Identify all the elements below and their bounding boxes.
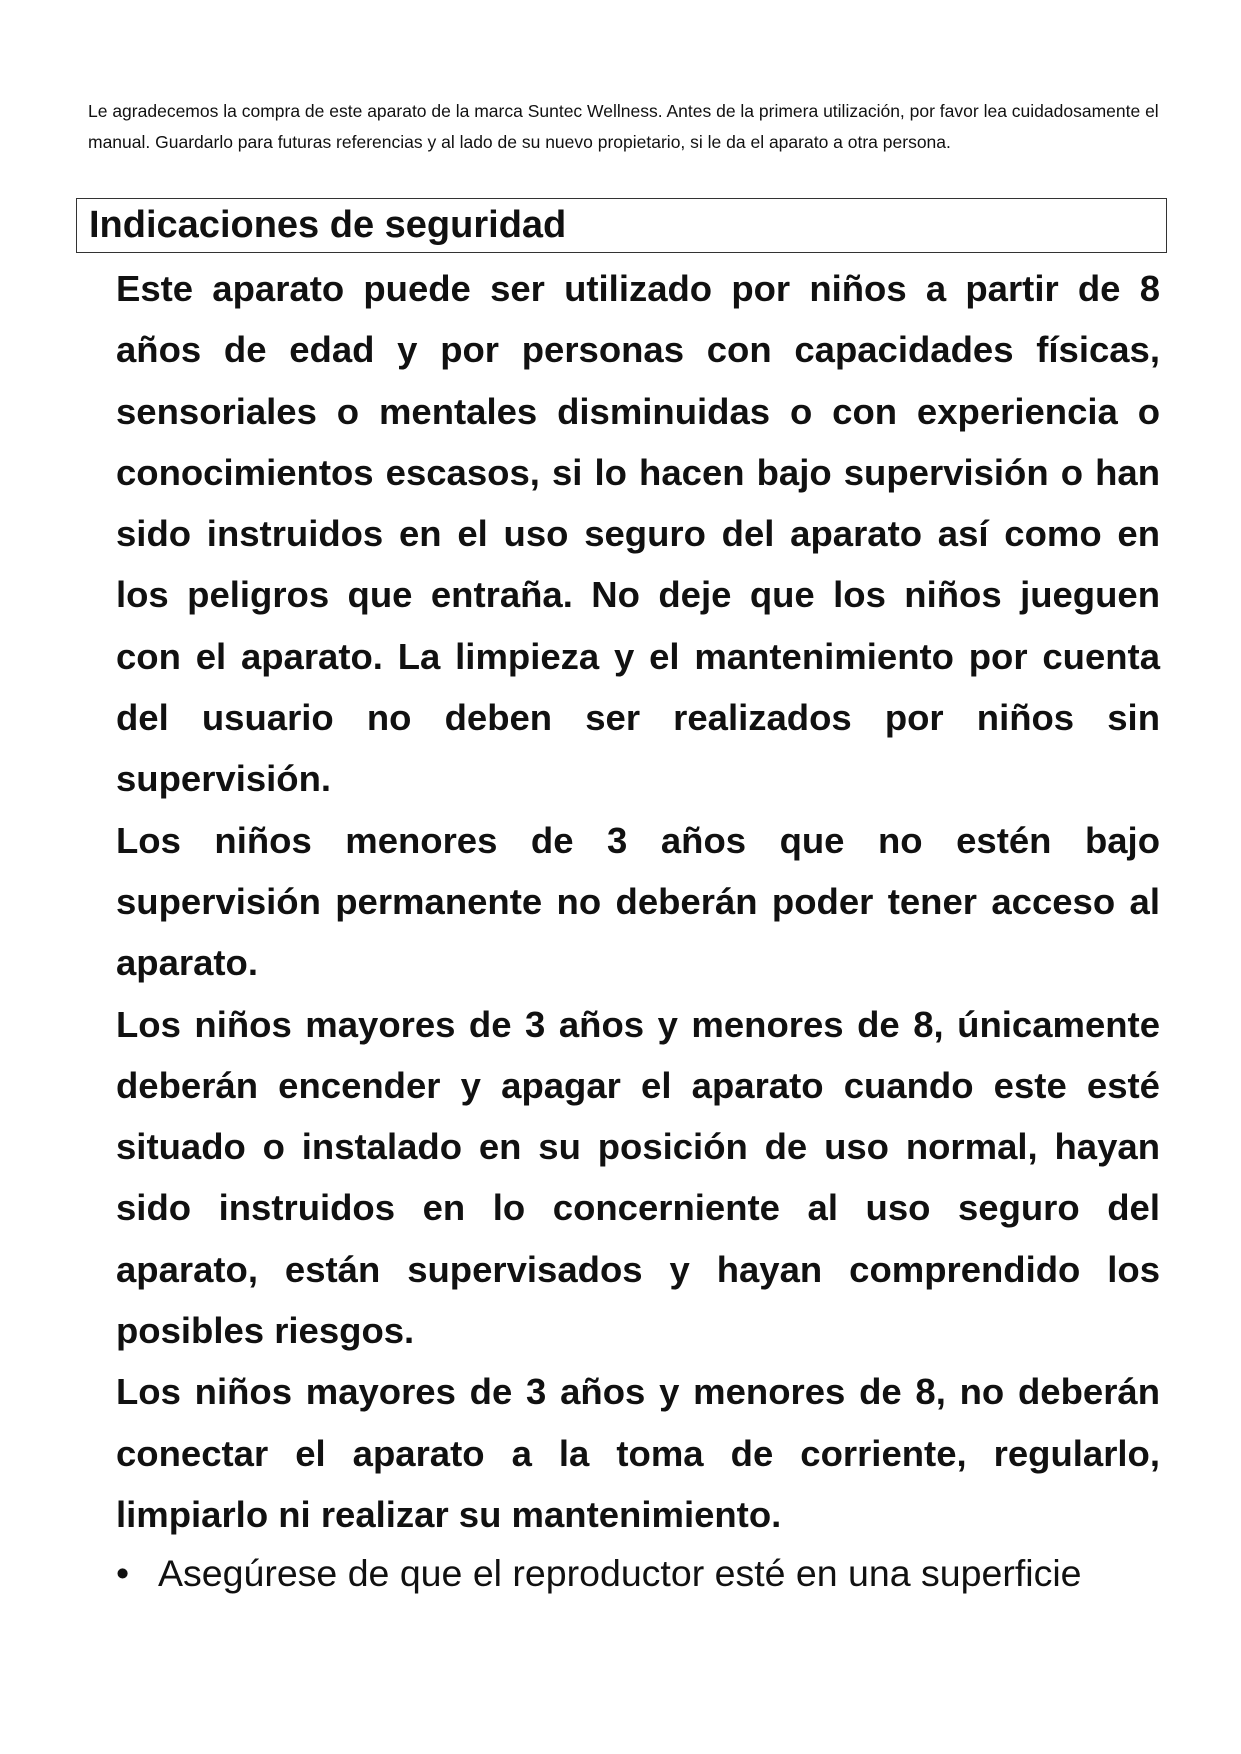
safety-paragraph-4: Los niños mayores de 3 años y menores de 8, no deberán conectar el aparato a la toma de corriente, regularlo, limpiarlo ni realizar su mantenimiento. [116,1371,1160,1535]
section-heading-box [76,198,1167,253]
bullet-item [116,1543,1176,1604]
safety-paragraph-2: Los niños menores de 3 años que no estén bajo supervisión permanente no deberán poder tener acceso al aparato. [116,819,1160,984]
safety-text-body [116,258,1160,1545]
section-heading: Indicaciones de seguridad [89,204,567,246]
safety-paragraph-3: Los niños mayores de 3 años y menores de 8, únicamente deberán encender y apagar el aparato cuando este esté situado o instalado en su posición de uso normal, hayan sido instruidos en lo concerniente al uso seguro del aparato, están supervisados y hayan comprendido los posibles riesgos. [116,1003,1160,1352]
bullet-text: Asegúrese de que el reproductor esté en una superficie [158,1552,1082,1594]
intro-paragraph: Le agradecemos la compra de este aparato de la marca Suntec Wellness. Antes de la primera utilización, por favor lea cuidadosamente el manual. Guardarlo para futuras referencias y al lado de su nuevo propietario, si le da el aparato a otra persona. [88,101,1159,152]
bullet-marker: • [116,1552,130,1594]
safety-paragraph-1: Este aparato puede ser utilizado por niños a partir de 8 años de edad y por personas con capacidades físicas, sensoriales o mentales disminuidas o con experiencia o conocimientos escasos, si lo hacen bajo supervisión o han sido instruidos en el uso seguro del aparato así como en los peligros que entraña. No deje que los niños jueguen con el aparato. La limpieza y el mantenimiento por cuenta del usuario no deben ser realizados por niños sin supervisión. [116,268,1160,800]
